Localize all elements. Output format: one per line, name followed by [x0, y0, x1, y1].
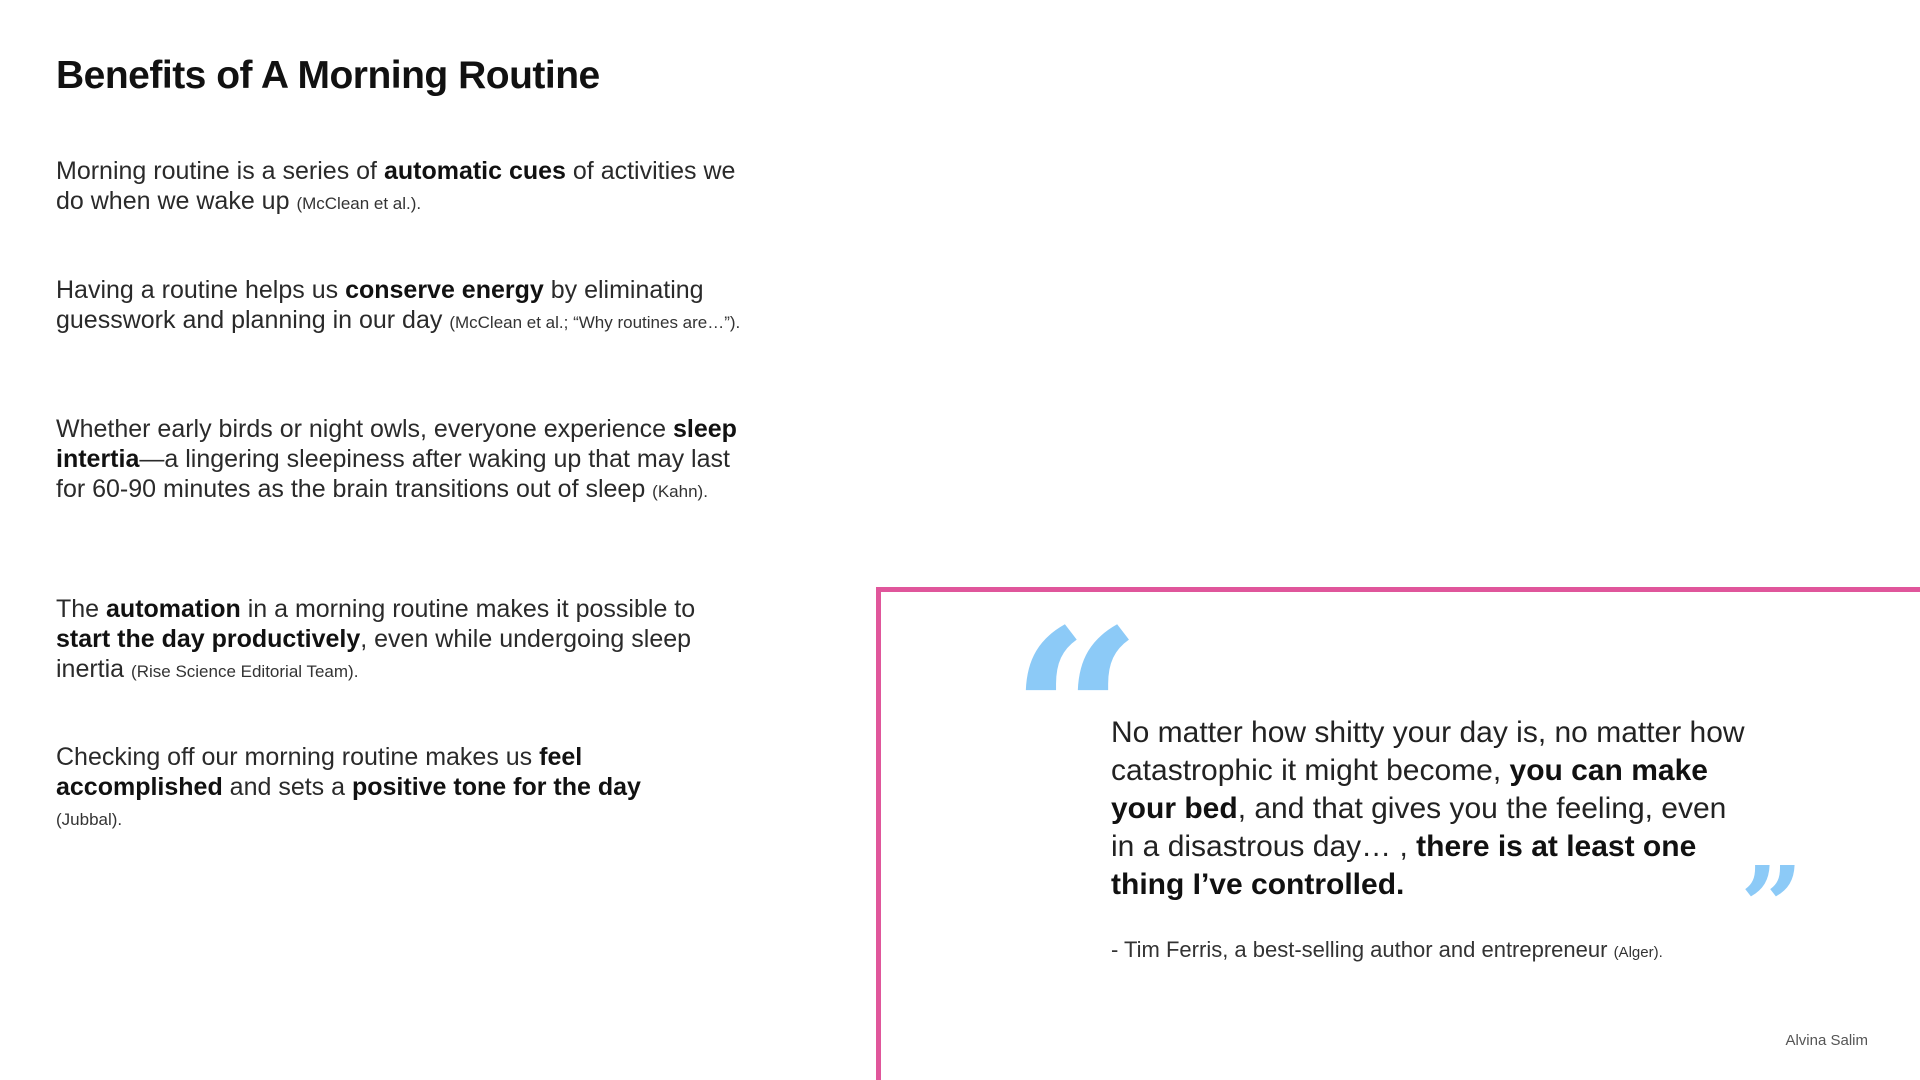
paragraph-highlight: conserve energy [345, 276, 544, 304]
paragraph-automation [56, 594, 746, 684]
paragraph-highlight: start the day productively [56, 625, 361, 653]
quote-highlight: there is at least one thing I’ve controlled. [1111, 830, 1697, 901]
citation: (Rise Science Editorial Team). [131, 662, 359, 681]
quote-segment: , and that gives you the feeling, even in a disastrous day… , [1111, 792, 1727, 863]
paragraph-text: The [56, 595, 107, 623]
paragraph-text: of activities we do when we wake up [56, 157, 736, 215]
paragraph-text: Morning routine is a series of [56, 157, 384, 185]
paragraph-highlight: feel accomplished [56, 743, 583, 801]
paragraph-highlight: positive tone for the day [351, 773, 641, 801]
quote-text [1111, 714, 1751, 904]
citation: (Kahn). [652, 482, 708, 501]
citation: (McClean et al.; “Why routines are…”). [449, 313, 741, 332]
paragraph-text: Checking off our morning routine makes us [56, 743, 540, 771]
paragraph-text: Whether early birds or night owls, everyone experience [56, 415, 673, 443]
slide-title: Benefits of A Morning Routine [56, 54, 600, 97]
citation: (Jubbal). [56, 810, 123, 829]
quote-segment: No matter how shitty your day is, no matter how catastrophic it might become, [1111, 716, 1745, 787]
quote-attribution [1111, 936, 1663, 964]
paragraph-text: in a morning routine makes it possible to [240, 595, 696, 623]
author-footer: Alvina Salim [1785, 1032, 1868, 1049]
attribution-text: - Tim Ferris, a best-selling author and entrepreneur [1111, 937, 1614, 962]
citation: (McClean et al.). [296, 194, 422, 213]
paragraph-text: and sets a [222, 773, 352, 801]
open-quote-icon: “ [1010, 580, 1143, 850]
close-quote-icon: ” [1740, 842, 1804, 971]
paragraph-text: by eliminating guesswork and planning in our day [56, 276, 704, 334]
paragraph-text: Having a routine helps us [56, 276, 346, 304]
paragraph-highlight: sleep intertia [56, 415, 737, 473]
paragraph-text: , even while undergoing sleep inertia [56, 625, 692, 683]
paragraph-accomplishment [56, 742, 746, 832]
citation: (Alger). [1613, 944, 1663, 961]
paragraph-sleep-inertia [56, 414, 746, 504]
paragraph-energy [56, 275, 746, 335]
paragraph-definition [56, 156, 746, 216]
quote-highlight: you can make your bed [1111, 754, 1708, 825]
paragraph-text: —a lingering sleepiness after waking up that may last for 60-90 minutes as the brain transitions out of sleep [56, 445, 730, 503]
paragraph-highlight: automation [106, 595, 241, 623]
paragraph-highlight: automatic cues [383, 157, 566, 185]
